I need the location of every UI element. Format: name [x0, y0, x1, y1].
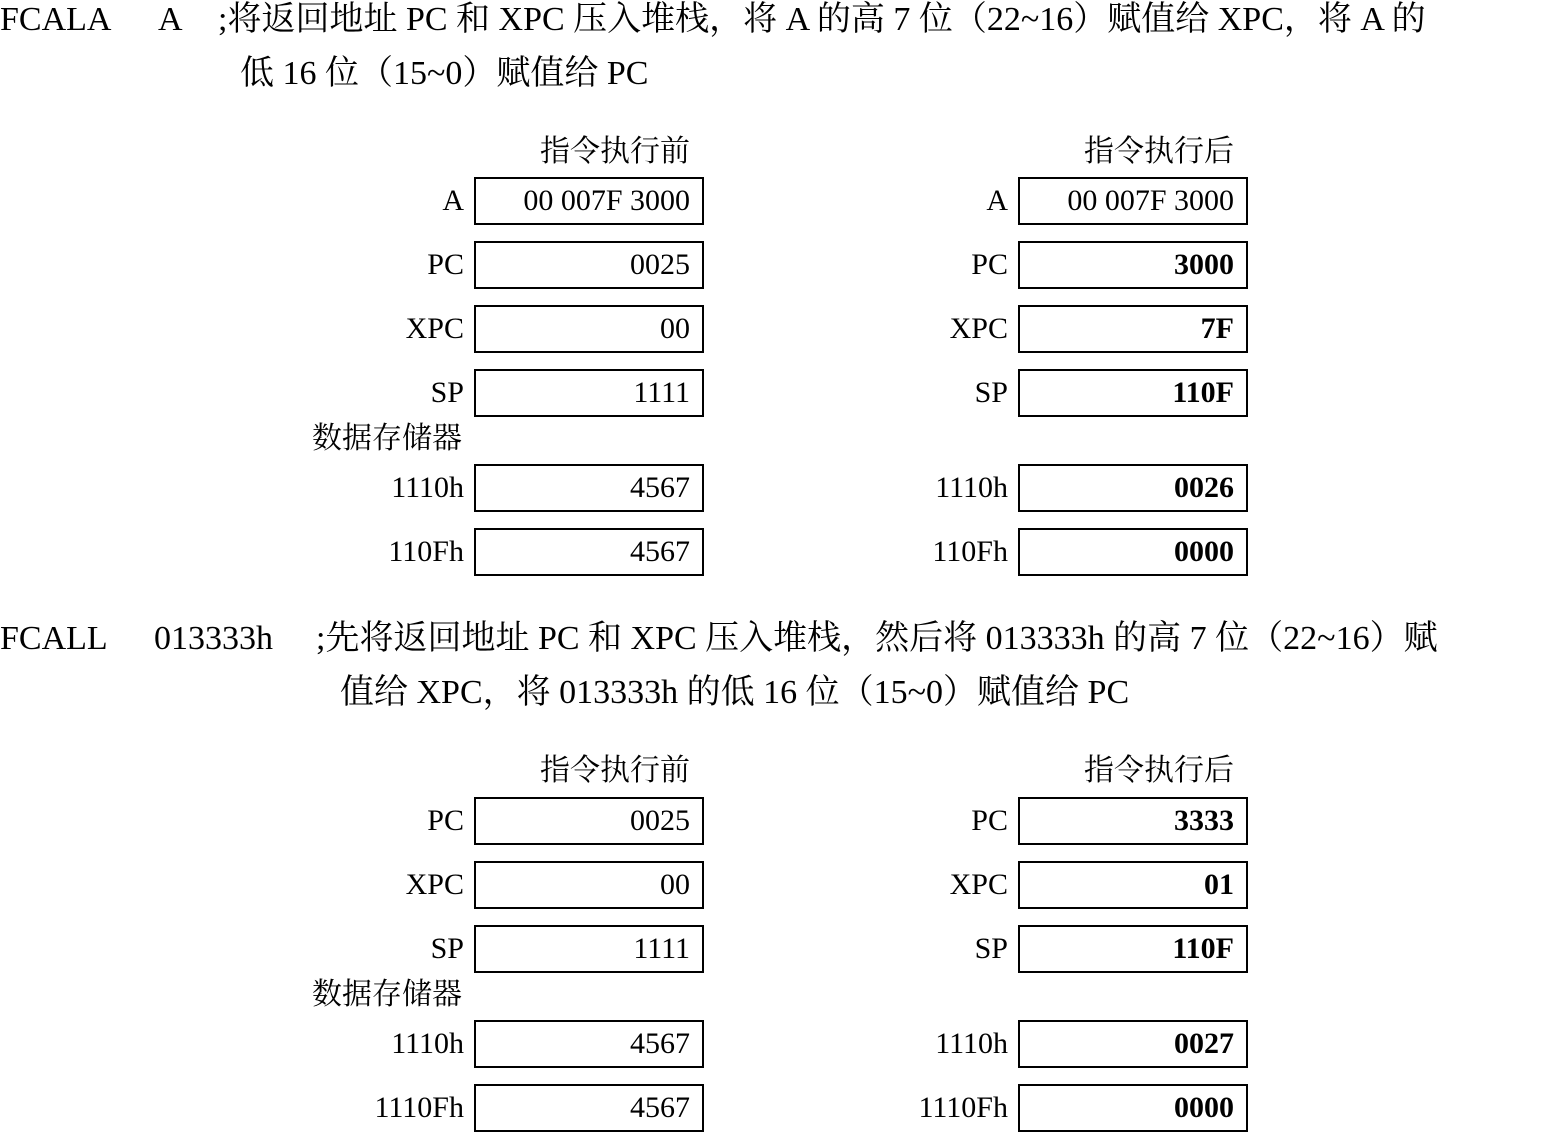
s1-reg-pc-after: 3000	[1018, 241, 1248, 289]
s1-mem-label-2-before: 110Fh	[388, 535, 464, 568]
s1-reg-xpc-after: 7F	[1018, 305, 1248, 353]
s1-reg-label-sp-before: SP	[430, 376, 464, 409]
s2-reg-label-pc-after: PC	[971, 804, 1008, 837]
s2-comment-line2: 值给 XPC，将 013333h 的低 16 位（15~0）赋值给 PC	[340, 674, 1130, 711]
s2-operand: 013333h	[154, 620, 273, 657]
s1-instruction: FCALA	[0, 1, 112, 38]
s2-reg-label-pc-before: PC	[427, 804, 464, 837]
s2-reg-xpc-after: 01	[1018, 861, 1248, 909]
s2-reg-xpc-before: 00	[474, 861, 704, 909]
s2-mem-1-after: 0027	[1018, 1020, 1248, 1068]
s1-comment-line2: 低 16 位（15~0）赋值给 PC	[240, 55, 649, 92]
s1-operand: A	[158, 1, 183, 38]
s1-reg-label-a-after: A	[986, 184, 1008, 217]
s1-mem-label-1-before: 1110h	[391, 471, 464, 504]
s1-mem-1-before: 4567	[474, 464, 704, 512]
s2-memory-label: 数据存储器	[312, 978, 462, 1011]
s1-reg-label-sp-after: SP	[974, 376, 1008, 409]
s1-reg-a-after: 00 007F 3000	[1018, 177, 1248, 225]
s2-reg-sp-after: 110F	[1018, 925, 1248, 973]
s1-reg-pc-before: 0025	[474, 241, 704, 289]
s2-reg-label-sp-before: SP	[430, 932, 464, 965]
s1-memory-label: 数据存储器	[312, 422, 462, 455]
s2-reg-sp-before: 1111	[474, 925, 704, 973]
s2-mem-1-before: 4567	[474, 1020, 704, 1068]
s1-mem-label-1-after: 1110h	[935, 471, 1008, 504]
s2-before-title: 指令执行前	[540, 754, 690, 787]
s2-mem-2-after: 0000	[1018, 1084, 1248, 1132]
s2-reg-pc-before: 0025	[474, 797, 704, 845]
s2-mem-label-1-before: 1110h	[391, 1027, 464, 1060]
s2-reg-label-xpc-after: XPC	[949, 868, 1008, 901]
s1-reg-label-pc-after: PC	[971, 248, 1008, 281]
s2-after-title: 指令执行后	[1084, 754, 1234, 787]
s1-reg-label-xpc-before: XPC	[405, 312, 464, 345]
s1-reg-label-pc-before: PC	[427, 248, 464, 281]
s2-instruction: FCALL	[0, 620, 108, 657]
s2-reg-label-xpc-before: XPC	[405, 868, 464, 901]
s1-reg-a-before: 00 007F 3000	[474, 177, 704, 225]
s1-reg-xpc-before: 00	[474, 305, 704, 353]
s2-reg-pc-after: 3333	[1018, 797, 1248, 845]
s2-mem-label-2-before: 1110Fh	[374, 1091, 464, 1124]
s1-mem-2-before: 4567	[474, 528, 704, 576]
s2-mem-label-2-after: 1110Fh	[918, 1091, 1008, 1124]
s2-mem-label-1-after: 1110h	[935, 1027, 1008, 1060]
s1-mem-2-after: 0000	[1018, 528, 1248, 576]
s1-reg-label-xpc-after: XPC	[949, 312, 1008, 345]
s1-mem-label-2-after: 110Fh	[932, 535, 1008, 568]
s1-mem-1-after: 0026	[1018, 464, 1248, 512]
s1-reg-label-a-before: A	[442, 184, 464, 217]
s1-before-title: 指令执行前	[540, 135, 690, 168]
s2-reg-label-sp-after: SP	[974, 932, 1008, 965]
s2-comment-line1: ;先将返回地址 PC 和 XPC 压入堆栈，然后将 013333h 的高 7 位（22~16）赋	[316, 620, 1438, 657]
s1-reg-sp-after: 110F	[1018, 369, 1248, 417]
s1-after-title: 指令执行后	[1084, 135, 1234, 168]
s2-mem-2-before: 4567	[474, 1084, 704, 1132]
s1-reg-sp-before: 1111	[474, 369, 704, 417]
s1-comment-line1: ;将返回地址 PC 和 XPC 压入堆栈，将 A 的高 7 位（22~16）赋值给 XPC，将 A 的	[218, 1, 1426, 38]
